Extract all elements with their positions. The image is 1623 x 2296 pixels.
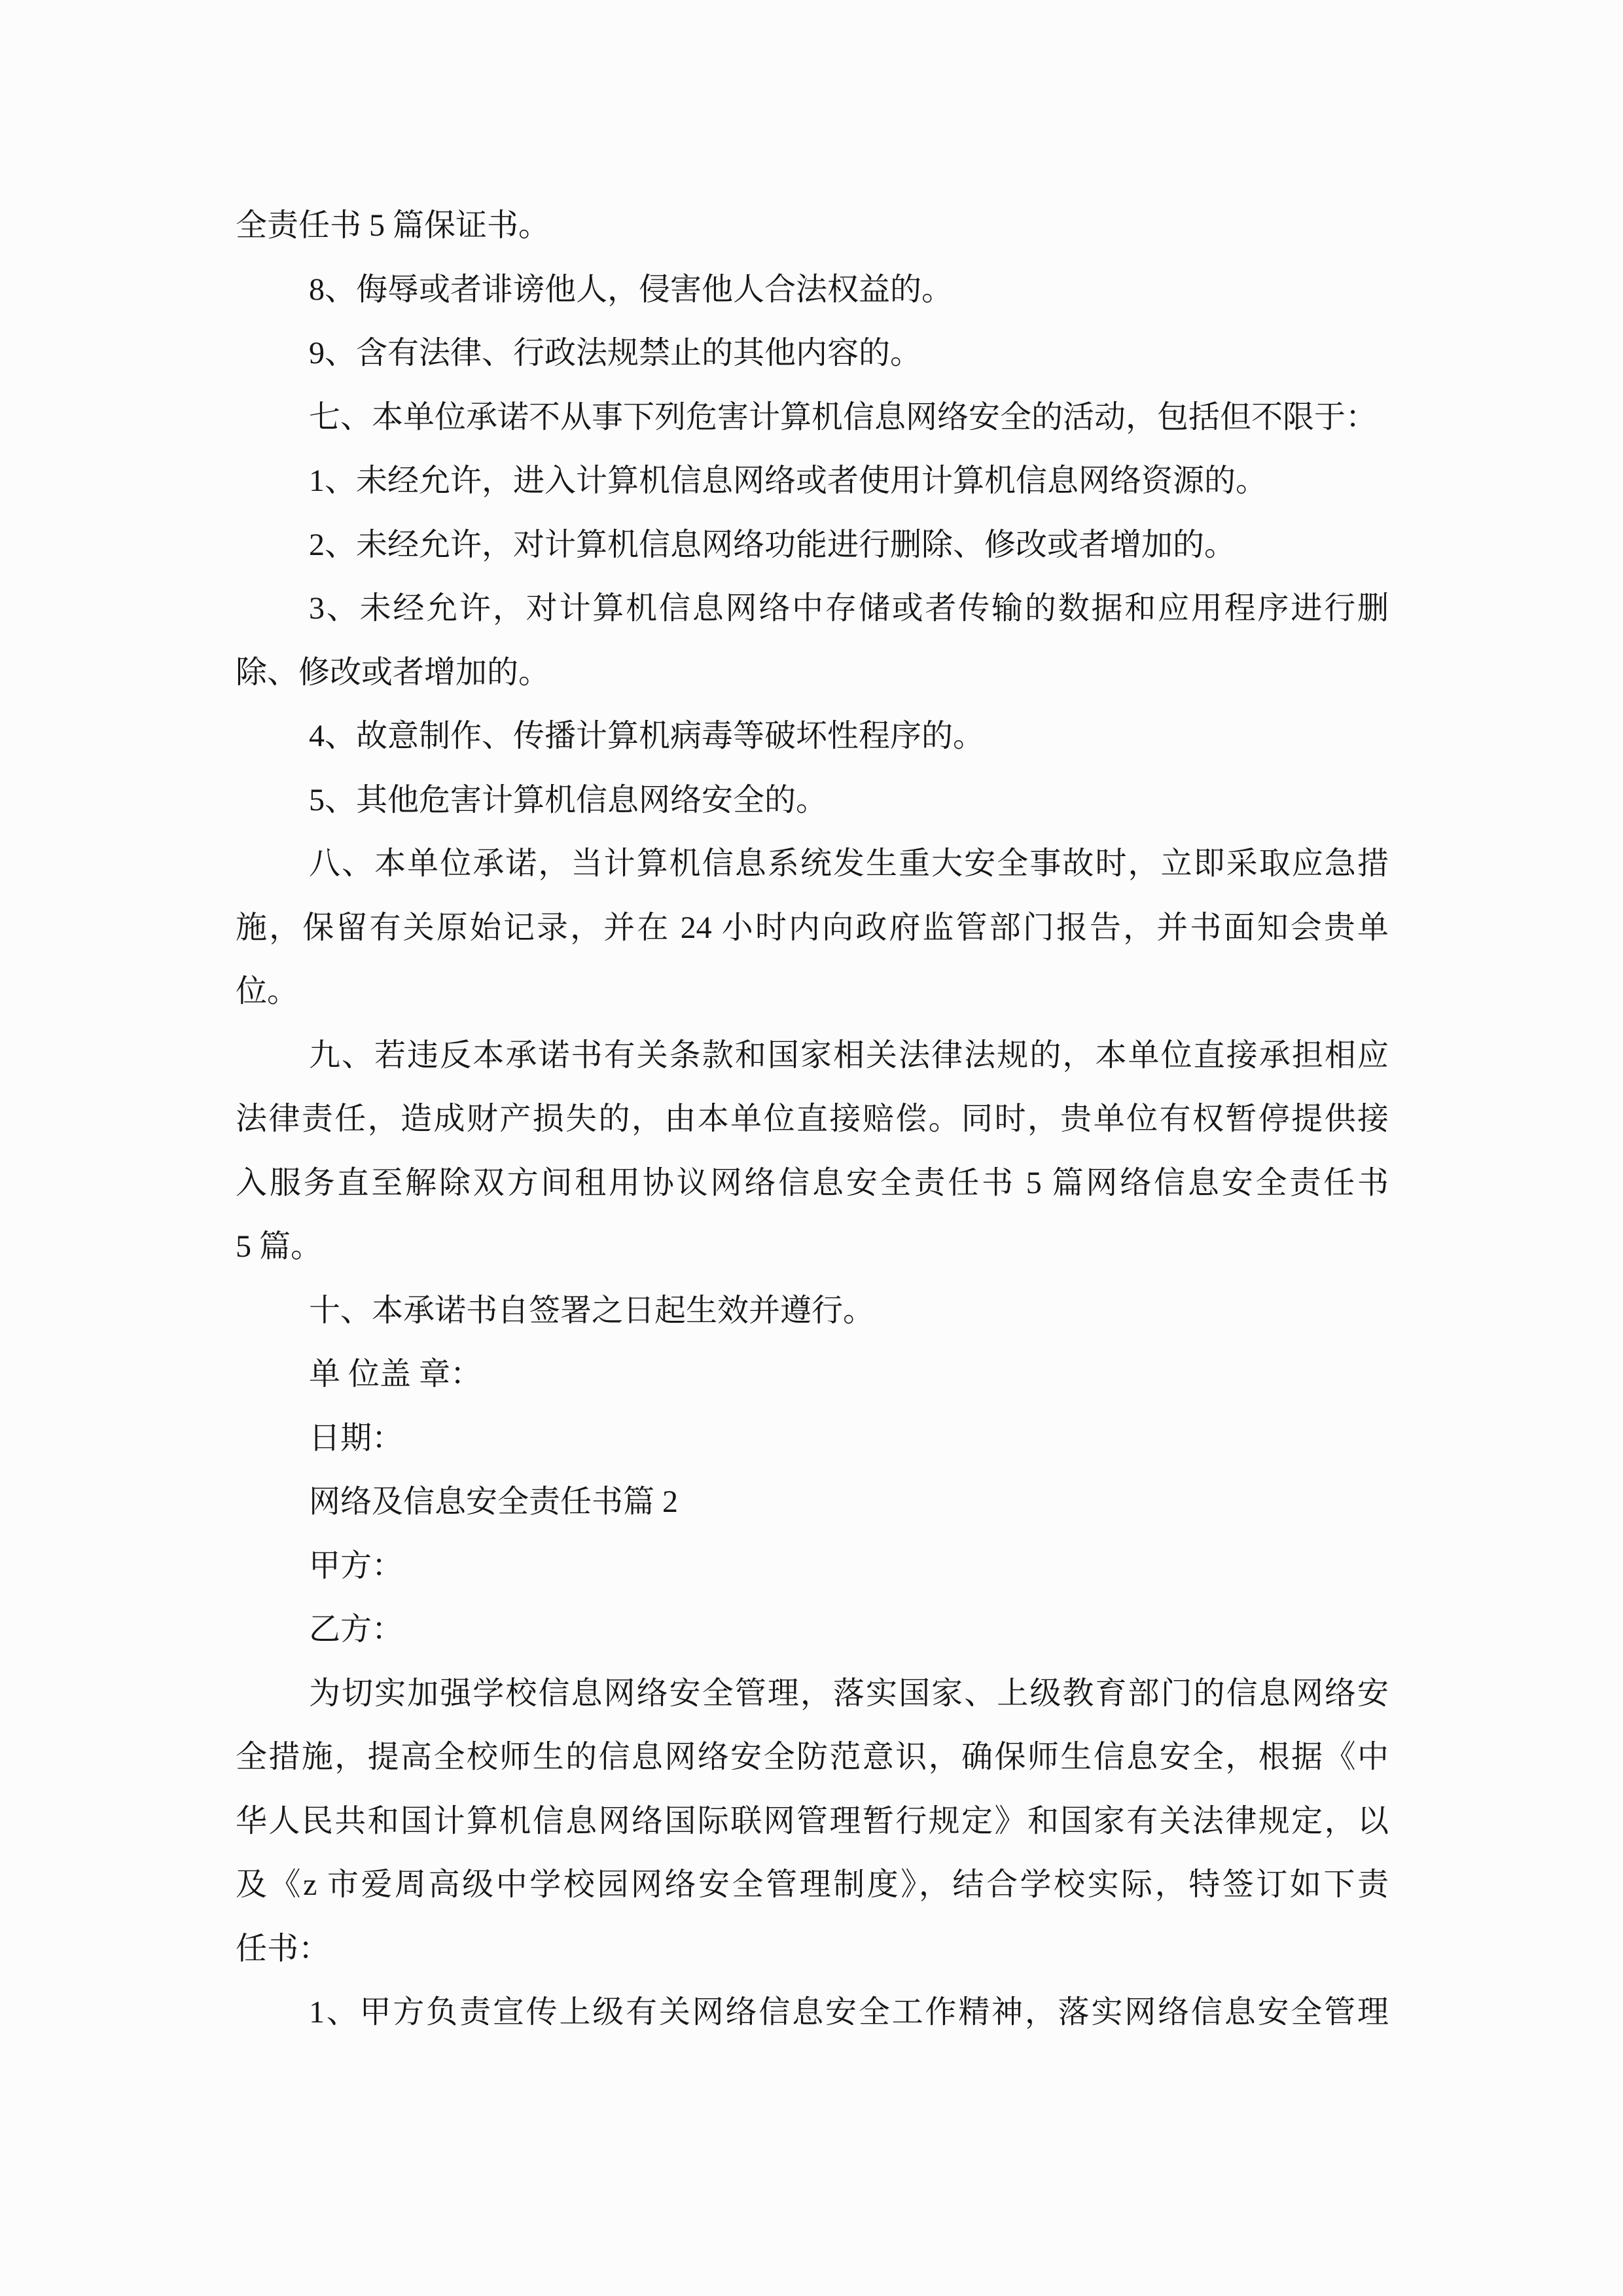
document-text-line: 位。 [236,974,299,1009]
document-text-line: 七、本单位承诺不从事下列危害计算机信息网络安全的活动，包括但不限于： [309,399,1378,435]
document-text-line: 八、本单位承诺，当计算机信息系统发生重大安全事故时，立即采取应急措 [309,846,1389,881]
document-text-block [236,194,1389,2045]
document-text-line: 甲方： [309,1548,404,1583]
document-text-line: 2、未经允许，对计算机信息网络功能进行删除、修改或者增加的。 [309,527,1236,562]
document-text-line: 乙方： [309,1612,404,1647]
document-text-line: 5 篇。 [236,1229,323,1264]
document-text-line: 全责任书 5 篇保证书。 [236,208,550,243]
document-text-line: 施，保留有关原始记录，并在 24 小时内向政府监管部门报告，并书面知会贵单 [236,910,1389,945]
document-text-line: 任书： [236,1931,330,1966]
document-text-line: 九、若违反本承诺书有关条款和国家相关法律法规的，本单位直接承担相应 [309,1037,1389,1073]
document-text-line: 日期： [309,1420,404,1456]
document-text-line: 及《z 市爱周高级中学校园网络安全管理制度》，结合学校实际，特签订如下责 [236,1867,1389,1902]
document-text-line: 全措施，提高全校师生的信息网络安全防范意识，确保师生信息安全，根据《中 [236,1740,1389,1774]
document-text-line: 5、其他危害计算机信息网络安全的。 [309,782,828,817]
document-text-line: 为切实加强学校信息网络安全管理，落实国家、上级教育部门的信息网络安 [309,1676,1389,1711]
document-text-line: 1、未经允许，进入计算机信息网络或者使用计算机信息网络资源的。 [309,463,1268,498]
document-text-line: 入服务直至解除双方间租用协议网络信息安全责任书 5 篇网络信息安全责任书 [236,1165,1389,1200]
document-text-line: 9、含有法律、行政法规禁止的其他内容的。 [309,336,922,370]
document-text-line: 除、修改或者增加的。 [236,655,550,690]
document-text-line: 8、侮辱或者诽谤他人，侵害他人合法权益的。 [309,272,954,307]
document-text-line: 4、故意制作、传播计算机病毒等破坏性程序的。 [309,719,985,753]
document-text-line: 3、未经允许，对计算机信息网络中存储或者传输的数据和应用程序进行删 [309,591,1389,626]
document-text-line: 华人民共和国计算机信息网络国际联网管理暂行规定》和国家有关法律规定，以 [236,1803,1389,1839]
document-text-line: 单 位盖 章： [309,1357,482,1391]
document-text-line: 1、甲方负责宣传上级有关网络信息安全工作精神，落实网络信息安全管理 [309,1995,1389,2030]
document-text-line: 网络及信息安全责任书篇 2 [309,1484,679,1519]
document-text-line: 十、本承诺书自签署之日起生效并遵行。 [309,1293,875,1328]
document-text-line: 法律责任，造成财产损失的，由本单位直接赔偿。同时，贵单位有权暂停提供接 [236,1102,1389,1136]
